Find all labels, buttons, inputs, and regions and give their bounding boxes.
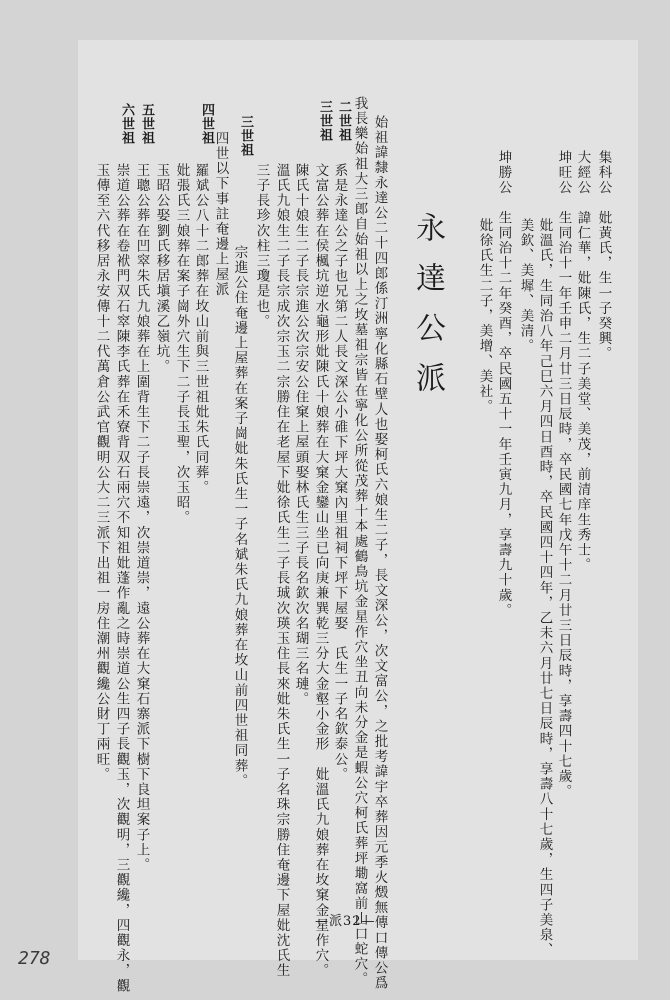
text-column: 系是永達公之子也兄第二人長文深公小碓下坪大窠內里祖祠下坪下屋娶 氏生一子名欽泰公。: [331, 163, 348, 783]
text-column: 玉傳至六代移居永安傳十二代萬倉公武官觀明公大二三派下出祖一房住潮州觀纔公財丁兩旺。: [93, 163, 110, 783]
text-column: 妣張氏三娘葬在案子崗外穴生下二子長玉聖，次玉昭。: [173, 163, 190, 526]
text-column: 美欽、美墀、美清。: [517, 218, 534, 354]
text-column: 崇道公葬在卷袱門双石窣陳李氏葬在禾寮背双石兩穴不知祖妣蓬作亂之時崇道公生四子長觀玉，次觀明，三觀纔，四觀永，觀: [113, 163, 130, 994]
page-number: —派32—: [315, 914, 376, 929]
text-column: 文富公葬在侯楓坑逆水龜形妣陳氏十娘葬在大窠金鑾山坐已向庚兼巽乾三分大金壑小金形 妣溫氏九娘葬在坆窠金星作穴。: [312, 163, 329, 979]
text-column: 三子長珍次柱三瓊是也。: [253, 163, 270, 330]
text-column: 妣徐氏生二子，美增、美社。: [476, 218, 493, 415]
generation-label: 二世祖: [336, 100, 351, 142]
text-column: 大經公 諱仁華，妣陳氏，生二子美堂、美茂，前清庠生秀士。: [574, 150, 591, 573]
generation-label: 三世祖: [317, 100, 332, 142]
text-column: 玉昭公娶劉氏移居塡溪乙嶺坑。: [153, 163, 170, 375]
text-column: 始祖諱隸永達公二十四郎係汀洲寧化縣石壁人也娶柯氏六娘生二子，長文深公，次文富公，之批考諱宇卒葬因元季火燬無傳口傳公爲: [371, 115, 388, 991]
text-column: 溫氏九娘生二子長宗成次宗玉二宗勝住在老屋下妣徐氏生二子長珹次瑛玉住長來妣朱氏生一子名珠宗勝住奄邊下屋妣沈氏生: [273, 163, 290, 979]
text-column: 妣溫氏，生同治八年己巳六月四日酉時，卒民國四十四年，乙未六月廿七日辰時，享壽八十七歲，生四子美泉、: [536, 218, 553, 958]
handwritten-page-note: 278: [18, 948, 51, 969]
text-column: 宗進公住奄邊上屋葬在案子崗妣朱氏生一子名斌朱氏九娘葬在坆山前四世祖同葬。: [231, 245, 248, 789]
text-column: 我長樂始祖大三郎自始祖以上之坆墓祖宗皆在寧化公所從茂葬十本處鶴鳥坑金星作穴坐丑向未分金是蝦公穴柯氏葬坪墈窩前山口蛇穴。: [351, 96, 368, 987]
text-column: 王聰公葬在凹窣朱氏九娘葬在上圍背生下二子長崇遠，次崇道崇，遠公葬在大窠石寨派下樹下良坦案子上。: [133, 163, 150, 873]
section-title: 永達公派: [410, 212, 445, 412]
text-column: 陳氏十娘生二子長宗進公次宗安公住窠上屋頭娶林氏生三子長名欽次名瑚三名璉。: [292, 163, 309, 707]
text-column: 坤勝公 生同治十二年癸酉，卒民國五十一年壬寅九月，享壽九十歲。: [495, 150, 512, 619]
generation-label: 六世祖: [119, 103, 134, 145]
generation-label: 四世祖: [199, 103, 214, 145]
text-column: 坤旺公 生同治十一年壬申二月廿三日辰時，卒民國七年戊午十二月廿三日辰時，享壽四十七歲。: [555, 150, 572, 800]
text-column: 四世以下事註奄邊上屋派: [212, 131, 229, 298]
generation-label: 五世祖: [139, 103, 154, 145]
text-column: 羅斌公八十二郎葬在坆山前與三世祖妣朱氏同葬。: [192, 163, 209, 496]
generation-label: 三世祖: [238, 115, 253, 157]
text-column: 集科公 妣黃氏，生一子癸興。: [595, 150, 612, 362]
